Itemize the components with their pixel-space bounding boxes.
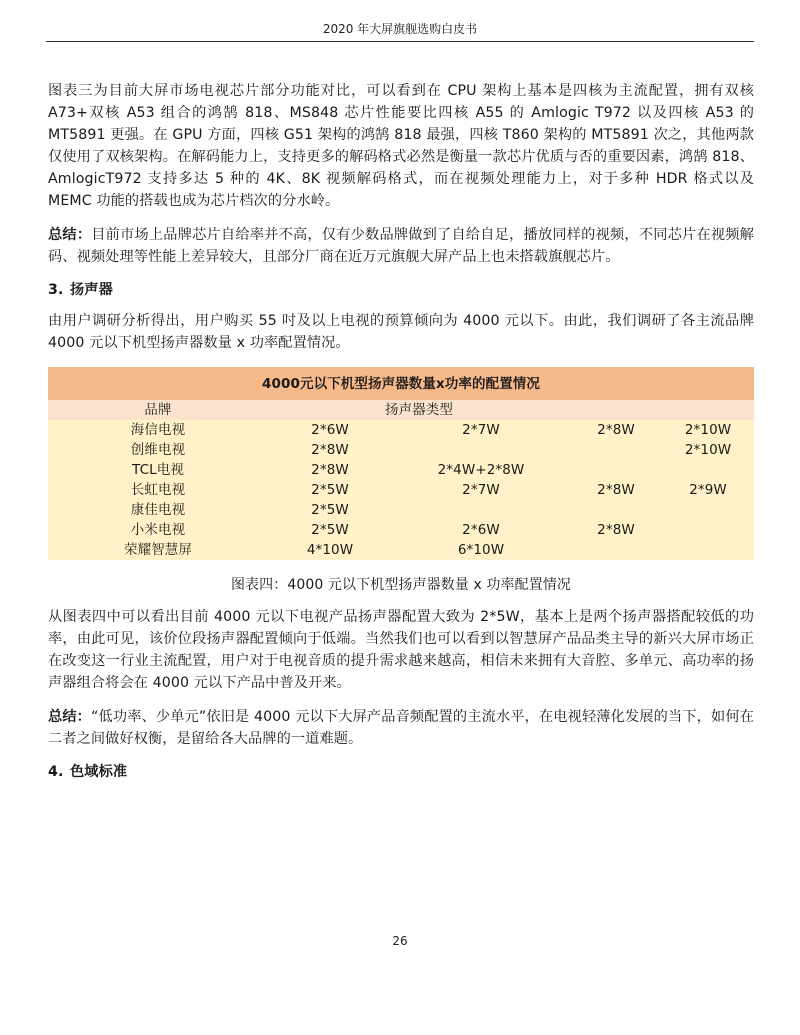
speaker-cell: 6*10W: [392, 540, 570, 560]
speaker-cell: 2*7W: [392, 480, 570, 500]
speaker-cell: 2*10W: [662, 440, 754, 460]
page-header-title: 2020 年大屏旗舰选购白皮书: [322, 22, 478, 36]
speaker-cell: 2*8W: [570, 480, 662, 500]
summary-label: 总结：: [48, 709, 92, 725]
speaker-cell: [570, 440, 662, 460]
speaker-cell: [662, 500, 754, 520]
speaker-cell: 2*8W: [268, 440, 392, 460]
brand-cell: 小米电视: [48, 520, 268, 540]
speaker-cell: 2*6W: [392, 520, 570, 540]
table-title: 4000元以下机型扬声器数量x功率的配置情况: [48, 367, 754, 400]
table-row: [48, 480, 754, 500]
brand-cell: 康佳电视: [48, 500, 268, 520]
speaker-cell: 2*6W: [268, 420, 392, 440]
table-header-row: [48, 400, 754, 420]
speaker-cell: [570, 500, 662, 520]
speaker-cell: 2*4W+2*8W: [392, 460, 570, 480]
brand-cell: 创维电视: [48, 440, 268, 460]
column-header-empty: [662, 400, 754, 420]
speaker-cell: 4*10W: [268, 540, 392, 560]
summary-audio: [48, 706, 754, 750]
summary-chip: [48, 224, 754, 268]
speaker-cell: 2*8W: [570, 520, 662, 540]
speaker-cell: 2*8W: [268, 460, 392, 480]
section-number: 4.: [48, 764, 64, 780]
brand-cell: 海信电视: [48, 420, 268, 440]
page-number: 26: [392, 934, 408, 948]
speaker-cell: [662, 520, 754, 540]
table-row: [48, 500, 754, 520]
table-row: [48, 460, 754, 480]
speaker-cell: 2*9W: [662, 480, 754, 500]
section-number: 3.: [48, 282, 64, 298]
paragraph-survey-intro: 由用户调研分析得出，用户购买 55 吋及以上电视的预算倾向为 4000 元以下。由此，我们调研了各主流品牌 4000 元以下机型扬声器数量 x 功率配置情况。: [48, 313, 754, 351]
section-heading-color-gamut: [48, 761, 754, 783]
header-divider: [46, 41, 754, 42]
summary-text: “低功率、少单元”依旧是 4000 元以下大屏产品音频配置的主流水平，在电视轻薄化发展的当下，如何在二者之间做好权衡，是留给各大品牌的一道难题。: [48, 709, 754, 747]
section-title: 色域标准: [70, 764, 128, 780]
section-title: 扬声器: [70, 282, 113, 298]
summary-label: 总结：: [48, 227, 92, 243]
speaker-cell: 2*7W: [392, 420, 570, 440]
document-body: [48, 80, 754, 792]
figure-caption: 图表四：4000 元以下机型扬声器数量 x 功率配置情况: [230, 577, 572, 593]
table-row: [48, 520, 754, 540]
speaker-config-table: [48, 367, 754, 560]
brand-cell: 荣耀智慧屏: [48, 540, 268, 560]
speaker-cell: 2*5W: [268, 520, 392, 540]
column-header-brand: 品牌: [48, 400, 268, 420]
speaker-cell: 2*10W: [662, 420, 754, 440]
column-header-speaker-type: 扬声器类型: [268, 400, 570, 420]
speaker-cell: 2*8W: [570, 420, 662, 440]
speaker-cell: [662, 460, 754, 480]
table-title-row: [48, 367, 754, 400]
speaker-cell: 2*5W: [268, 480, 392, 500]
table-row: [48, 420, 754, 440]
summary-text: 目前市场上品牌芯片自给率并不高，仅有少数品牌做到了自给自足，播放同样的视频，不同芯片在视频解码、视频处理等性能上差异较大，且部分厂商在近万元旗舰大屏产品上也未搭载旗舰芯片。: [48, 227, 754, 265]
speaker-cell: [392, 500, 570, 520]
paragraph-chip-comparison: 图表三为目前大屏市场电视芯片部分功能对比，可以看到在 CPU 架构上基本是四核为主流配置，拥有双核 A73+双核 A53 组合的鸿鹄 818、MS848 芯片性能要比四核 A55 的 Amlogic T972 以及四核 A53 的 MT5891 更强。在 GPU 方面，四核 G51 架构的鸿鹄 818 最强，四核 T860 架构的 MT5891 次之，其他两款仅使用了双核架构。在解码能力上，支持更多的解码格式必然是衡量一款芯片优质与否的重要因素，鸿鹄 818、AmlogicT972 支持多达 5 种的 4K、8K 视频解码格式，而在视频处理能力上，对于多种 HDR 格式以及 MEMC 功能的搭载也成为芯片档次的分水岭。: [48, 83, 754, 209]
brand-cell: 长虹电视: [48, 480, 268, 500]
column-header-empty: [570, 400, 662, 420]
table-row: [48, 440, 754, 460]
section-heading-speakers: [48, 279, 754, 301]
table-row: [48, 540, 754, 560]
speaker-cell: [392, 440, 570, 460]
paragraph-speaker-analysis: 从图表四中可以看出目前 4000 元以下电视产品扬声器配置大致为 2*5W，基本上是两个扬声器搭配较低的功率，由此可见，该价位段扬声器配置倾向于低端。当然我们也可以看到以智慧屏产品品类主导的新兴大屏市场正在改变这一行业主流配置，用户对于电视音质的提升需求越来越高，相信未来拥有大音腔、多单元、高功率的扬声器组合将会在 4000 元以下产品中普及开来。: [48, 609, 754, 691]
speaker-cell: [570, 460, 662, 480]
speaker-cell: 2*5W: [268, 500, 392, 520]
speaker-cell: [662, 540, 754, 560]
speaker-cell: [570, 540, 662, 560]
brand-cell: TCL电视: [48, 460, 268, 480]
